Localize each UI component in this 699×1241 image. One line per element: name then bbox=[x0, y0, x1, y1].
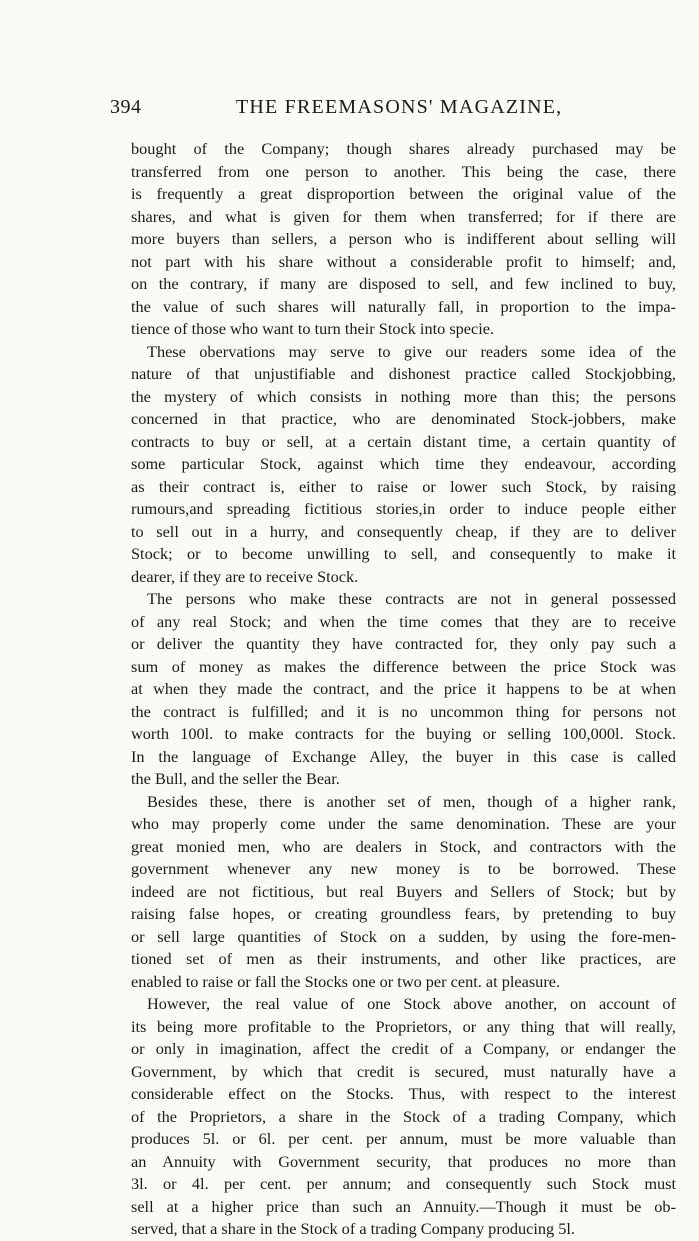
text-line: or only in imagination, affect the credit of a Company, or endanger the bbox=[131, 1039, 676, 1058]
text-line: enabled to raise or fall the Stocks one or two per cent. at pleasure. bbox=[131, 971, 561, 991]
text-line: to sell out in a hurry, and consequently cheap, if they are to deliver bbox=[131, 521, 676, 541]
text-line: worth 100l. to make contracts for the buying or selling 100,000l. Stock. bbox=[131, 724, 676, 743]
text-line: tience of those who want to turn their Stock into specie. bbox=[131, 319, 495, 338]
text-line: the contract is fulfilled; and it is no uncommon thing for persons not bbox=[131, 701, 676, 721]
page-number: 394 bbox=[110, 96, 142, 118]
journal-title: THE FREEMASONS' MAGAZINE, bbox=[236, 96, 563, 118]
paragraph bbox=[131, 791, 676, 994]
text-line: or sell large quantities of Stock on a sudden, by using the fore-men- bbox=[131, 926, 676, 946]
text-line: or deliver the quantity they have contracted for, they only pay such a bbox=[131, 634, 676, 653]
text-line: dearer, if they are to receive Stock. bbox=[131, 566, 359, 586]
running-head bbox=[100, 96, 690, 126]
text-line: its being more profitable to the Proprietors, or any thing that will really, bbox=[131, 1016, 676, 1036]
text-line: In the language of Exchange Alley, the buyer in this case is called bbox=[131, 746, 676, 766]
text-line: is frequently a great disproportion between the original value of the bbox=[131, 184, 676, 203]
text-line: government whenever any new money is to be borrowed. These bbox=[131, 859, 676, 878]
text-line: Stock; or to become unwilling to sell, and consequently to make it bbox=[131, 544, 676, 563]
text-line: great monied men, who are dealers in Stock, and contractors with the bbox=[131, 836, 676, 856]
text-line: an Annuity with Government security, that produces no more than bbox=[131, 1151, 676, 1171]
text-line: sum of money as makes the difference between the price Stock was bbox=[131, 656, 676, 676]
text-line: of the Proprietors, a share in the Stock of a trading Company, which bbox=[131, 1106, 676, 1126]
text-line: tioned set of men as their instruments, and other like practices, are bbox=[131, 949, 676, 968]
paragraph bbox=[131, 138, 676, 341]
text-line: as their contract is, either to raise or lower such Stock, by raising bbox=[131, 476, 676, 496]
text-line: However, the real value of one Stock above another, on account of bbox=[147, 994, 676, 1013]
paragraph bbox=[131, 341, 676, 589]
text-line: indeed are not fictitious, but real Buyers and Sellers of Stock; but by bbox=[131, 881, 676, 901]
text-line: concerned in that practice, who are denominated Stock-jobbers, make bbox=[131, 409, 676, 428]
text-line: contracts to buy or sell, at a certain distant time, a certain quantity of bbox=[131, 431, 676, 451]
text-line: on the contrary, if many are disposed to sell, and few inclined to buy, bbox=[131, 274, 676, 293]
text-line: shares, and what is given for them when transferred; for if there are bbox=[131, 206, 676, 226]
text-line: produces 5l. or 6l. per cent. per annum, must be more valuable than bbox=[131, 1129, 676, 1148]
text-line: rumours,and spreading fictitious stories,in order to induce people either bbox=[131, 499, 676, 518]
text-line: sell at a higher price than such an Annuity.—Though it must be ob- bbox=[131, 1196, 676, 1216]
text-line: 3l. or 4l. per cent. per annum; and consequently such Stock must bbox=[131, 1174, 676, 1193]
text-line: some particular Stock, against which time they endeavour, according bbox=[131, 454, 676, 473]
text-line: the value of such shares will naturally fall, in proportion to the impa- bbox=[131, 296, 676, 316]
text-line: the mystery of which consists in nothing more than this; the persons bbox=[131, 386, 676, 406]
body-text bbox=[131, 138, 676, 1241]
text-line: Besides these, there is another set of men, though of a higher rank, bbox=[147, 791, 676, 811]
text-line: These obervations may serve to give our readers some idea of the bbox=[147, 341, 676, 361]
text-line: bought of the Company; though shares already purchased may be bbox=[131, 139, 676, 158]
text-line: the Bull, and the seller the Bear. bbox=[131, 769, 340, 788]
text-line: transferred from one person to another. This being the case, there bbox=[131, 161, 676, 181]
text-line: The persons who make these contracts are not in general possessed bbox=[147, 589, 676, 608]
text-line: nature of that unjustifiable and dishonest practice called Stockjobbing, bbox=[131, 364, 676, 383]
paragraph bbox=[131, 588, 676, 791]
text-line: served, that a share in the Stock of a trading Company producing 5l. bbox=[131, 1219, 576, 1238]
text-line: Government, by which that credit is secured, must naturally have a bbox=[131, 1061, 676, 1081]
text-line: raising false hopes, or creating groundless fears, by pretending to buy bbox=[131, 904, 676, 923]
text-line: more buyers than sellers, a person who is indifferent about selling will bbox=[131, 229, 676, 248]
text-line: at when they made the contract, and the price it happens to be at when bbox=[131, 679, 676, 698]
text-line: considerable effect on the Stocks. Thus, with respect to the interest bbox=[131, 1084, 676, 1103]
text-line: not part with his share without a considerable profit to himself; and, bbox=[131, 251, 676, 271]
paragraph bbox=[131, 993, 676, 1241]
text-line: of any real Stock; and when the time comes that they are to receive bbox=[131, 611, 676, 631]
text-line: who may properly come under the same denomination. These are your bbox=[131, 814, 676, 833]
